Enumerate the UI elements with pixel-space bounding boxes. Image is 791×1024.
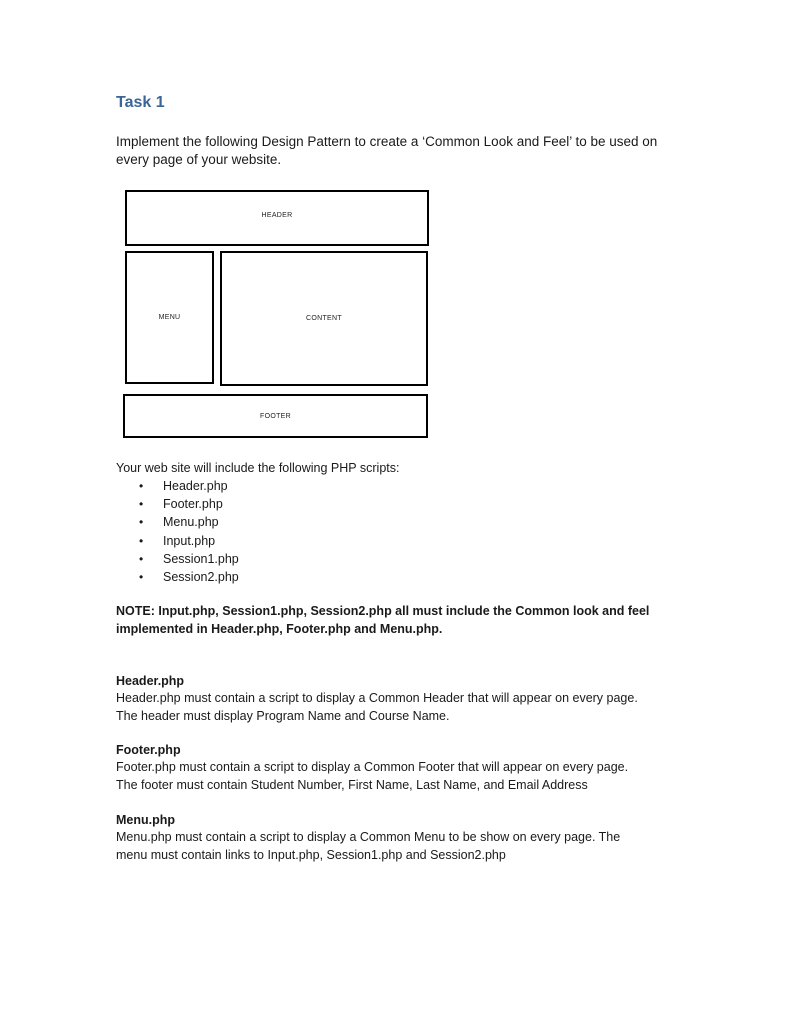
layout-diagram <box>123 189 429 439</box>
list-item <box>116 550 239 568</box>
section-body-line: The footer must contain Student Number, First Name, Last Name, and Email Address <box>116 777 588 792</box>
header-php-section <box>116 672 686 725</box>
section-body-line: Header.php must contain a script to display a Common Header that will appear on every page. <box>116 691 638 705</box>
menu-php-section <box>116 811 686 864</box>
note-text: NOTE: Input.php, Session1.php, Session2.php all must include the Common look and feel implemented in Header.php, Footer.php and Menu.php. <box>116 604 650 636</box>
list-item-label: Session1.php <box>163 551 239 566</box>
bullet-icon: • <box>139 515 144 530</box>
bullet-icon: • <box>139 479 144 493</box>
script-list <box>116 477 239 586</box>
section-title: Header.php <box>116 674 185 688</box>
section-title: Menu.php <box>116 813 176 827</box>
list-item <box>116 513 239 531</box>
list-item-label: Input.php <box>163 533 216 548</box>
list-item-label: Footer.php <box>163 497 223 512</box>
diagram-menu-box: MENU <box>125 251 214 384</box>
section-body-line: Menu.php must contain a script to display a Common Menu to be show on every page. The <box>116 830 621 844</box>
list-item <box>116 532 239 550</box>
section-body-line: Footer.php must contain a script to display a Common Footer that will appear on every page. <box>116 760 629 774</box>
list-item-label: Header.php <box>163 479 228 493</box>
bullet-icon: • <box>139 569 144 584</box>
diagram-content-box: CONTENT <box>220 251 428 386</box>
task-title: Task 1 <box>116 94 165 111</box>
list-item <box>116 495 239 513</box>
list-item <box>116 568 239 586</box>
bullet-icon: • <box>139 497 144 512</box>
diagram-footer-box: FOOTER <box>123 394 428 438</box>
bullet-icon: • <box>139 551 144 566</box>
scripts-intro: Your web site will include the following PHP scripts: <box>116 461 400 475</box>
list-item-label: Menu.php <box>163 515 219 530</box>
list-item-label: Session2.php <box>163 569 239 584</box>
section-body-line: menu must contain links to Input.php, Session1.php and Session2.php <box>116 847 506 862</box>
section-title: Footer.php <box>116 743 181 757</box>
list-item <box>116 477 239 495</box>
diagram-header-box: HEADER <box>125 190 429 246</box>
bullet-icon: • <box>139 533 144 548</box>
footer-php-section <box>116 741 686 794</box>
task-intro: Implement the following Design Pattern to create a ‘Common Look and Feel’ to be used on every page of your website. <box>116 134 658 167</box>
section-body-line: The header must display Program Name and Course Name. <box>116 708 450 723</box>
